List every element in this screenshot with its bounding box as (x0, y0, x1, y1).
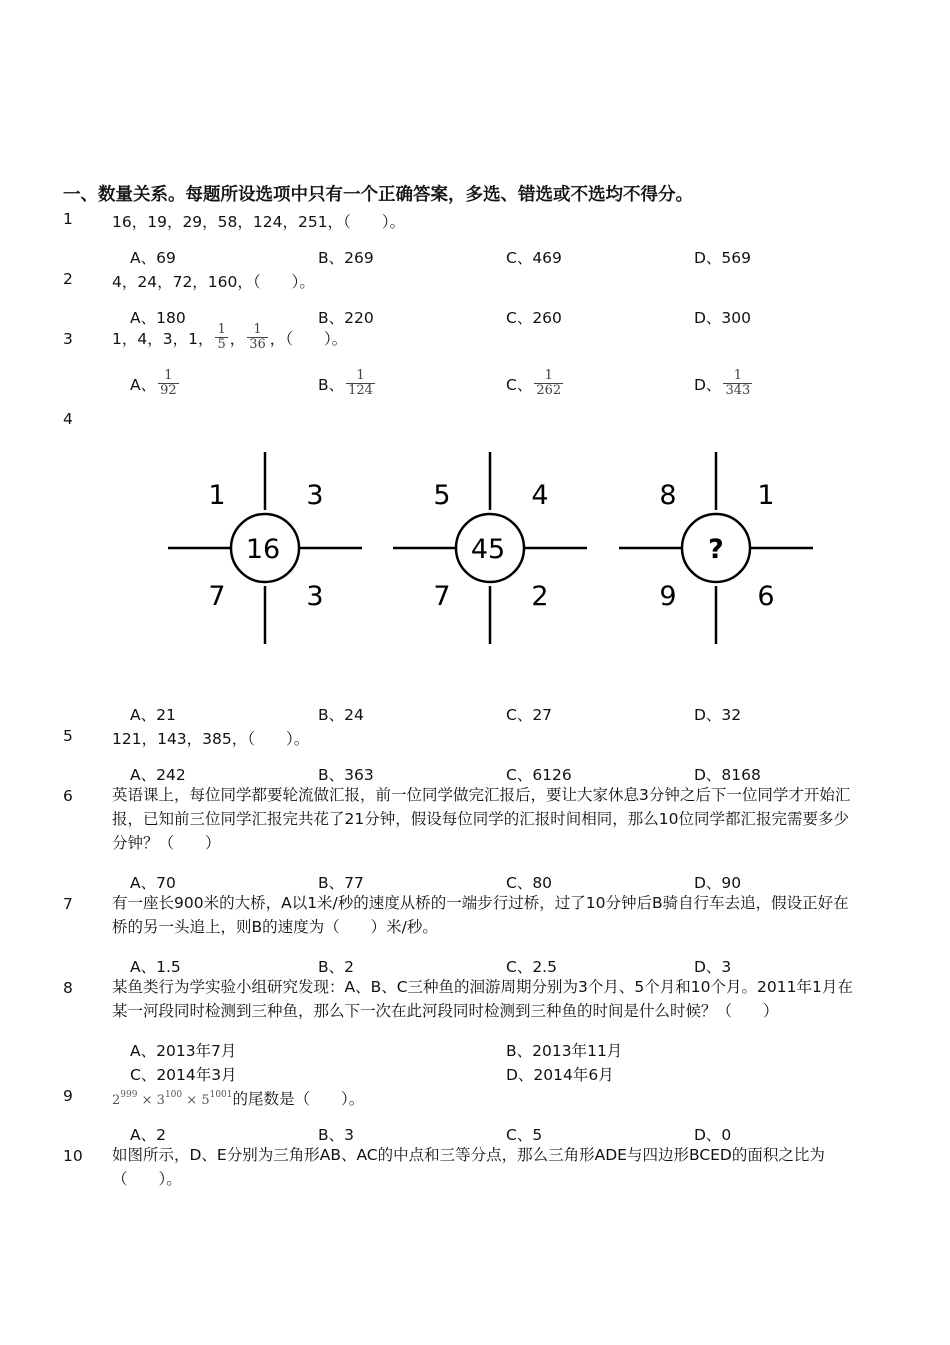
base: 5 (201, 1093, 210, 1108)
fraction (158, 369, 179, 398)
question-text: 如图所示，D、E分别为三角形AB、AC的中点和三等分点，那么三角形ADE与四边形BCED的面积之比为（ ）。 (112, 1146, 825, 1188)
puzzle-figure-1 (168, 452, 362, 644)
question-number: 6 (63, 787, 73, 805)
option-b: B、2 (318, 958, 354, 976)
option-a: A、1.5 (130, 958, 181, 976)
center-number: 16 (245, 534, 281, 565)
option-label: D、 (694, 375, 722, 394)
times-sign: × (141, 1093, 153, 1108)
option-b: B、363 (318, 766, 374, 784)
bottom-left-number: 7 (208, 581, 226, 612)
bottom-right-number: 2 (531, 581, 549, 612)
option-c: C、2014年3月 (130, 1066, 237, 1084)
separator: ， (229, 329, 246, 348)
top-left-number: 5 (433, 480, 451, 511)
top-right-number: 4 (531, 480, 549, 511)
numerator: 1 (356, 368, 365, 383)
numerator: 1 (253, 322, 262, 337)
denominator: 262 (536, 383, 562, 398)
exponent: 1001 (209, 1090, 233, 1100)
option-label: C、 (506, 375, 533, 394)
option-a (130, 369, 181, 398)
option-a: A、180 (130, 309, 186, 327)
fraction (247, 323, 268, 352)
option-b: B、220 (318, 309, 374, 327)
question-text: 4，24，72，160，（ ）。 (112, 273, 315, 291)
option-d: D、32 (694, 706, 742, 724)
denominator: 124 (348, 383, 373, 398)
question-number: 9 (63, 1087, 73, 1105)
option-d: D、300 (694, 309, 752, 327)
question-text: 有一座长900米的大桥，A以1米/秒的速度从桥的一端步行过桥，过了10分钟后B骑自行车去追，假设正好在桥的另一头追上，则B的速度为（ ）米/秒。 (112, 894, 849, 936)
sequence-suffix: ，（ ）。 (269, 329, 348, 348)
numerator: 1 (733, 368, 742, 383)
option-b: B、2013年11月 (506, 1042, 623, 1060)
question-number: 2 (63, 270, 73, 288)
question-number: 4 (63, 410, 73, 428)
option-d: D、2014年6月 (506, 1066, 614, 1084)
question-suffix: 的尾数是（ ）。 (232, 1090, 365, 1108)
option-d: D、0 (694, 1126, 732, 1144)
option-a: A、21 (130, 706, 176, 724)
option-d: D、3 (694, 958, 732, 976)
option-c: C、469 (506, 249, 562, 267)
denominator: 92 (160, 383, 177, 398)
denominator: 36 (249, 337, 266, 352)
center-number: 45 (470, 534, 506, 565)
option-b: B、269 (318, 249, 374, 267)
option-a: A、69 (130, 249, 176, 267)
option-label: B、 (318, 375, 345, 394)
top-right-number: 1 (757, 480, 775, 511)
option-a: A、2013年7月 (130, 1042, 237, 1060)
numerator: 1 (217, 322, 226, 337)
option-a: A、70 (130, 874, 176, 892)
option-b: B、24 (318, 706, 364, 724)
question-number: 3 (63, 330, 73, 348)
numerator: 1 (544, 368, 553, 383)
option-c: C、2.5 (506, 958, 557, 976)
puzzle-figure-2 (393, 452, 587, 644)
top-right-number: 3 (306, 480, 324, 511)
option-b: B、77 (318, 874, 364, 892)
option-b (318, 369, 377, 398)
fraction (534, 369, 563, 398)
numerator: 1 (164, 368, 173, 383)
question-number: 1 (63, 210, 73, 228)
times-sign: × (186, 1093, 198, 1108)
option-b: B、3 (318, 1126, 354, 1144)
question-text (112, 323, 347, 352)
base: 3 (156, 1093, 165, 1108)
option-a: A、2 (130, 1126, 166, 1144)
bottom-left-number: 7 (433, 581, 451, 612)
option-d: D、90 (694, 874, 742, 892)
power-expression (112, 1090, 233, 1108)
option-label: A、 (130, 375, 157, 394)
denominator: 343 (725, 383, 751, 398)
fraction (723, 369, 752, 398)
question-number: 10 (63, 1147, 83, 1165)
option-c: C、6126 (506, 766, 572, 784)
option-d (694, 369, 754, 398)
question-number: 7 (63, 895, 73, 913)
denominator: 5 (217, 337, 226, 352)
option-c (506, 369, 565, 398)
question-number: 8 (63, 979, 73, 997)
question-text (112, 1087, 364, 1109)
top-left-number: 8 (659, 480, 677, 511)
fraction (346, 369, 375, 398)
base: 2 (112, 1093, 121, 1108)
question-text: 某鱼类行为学实验小组研究发现：A、B、C三种鱼的洄游周期分别为3个月、5个月和10个月。2011年1月在某一河段同时检测到三种鱼，那么下一次在此河段同时检测到三种鱼的时间是什么时候？（ ） (112, 978, 853, 1020)
top-left-number: 1 (208, 480, 226, 511)
center-question-mark: ? (708, 534, 724, 565)
option-d: D、8168 (694, 766, 761, 784)
question-text: 英语课上，每位同学都要轮流做汇报，前一位同学做完汇报后，要让大家休息3分钟之后下一位同学才开始汇报，已知前三位同学汇报完共花了21分钟，假设每位同学的汇报时间相同，那么10位同学都汇报完需要多少分钟？（ ） (112, 786, 851, 852)
puzzle-figure-3 (619, 452, 813, 644)
number-puzzle-figure (150, 440, 830, 660)
exponent: 100 (164, 1090, 183, 1100)
fraction (215, 323, 227, 352)
bottom-left-number: 9 (659, 581, 677, 612)
option-c: C、27 (506, 706, 553, 724)
question-number: 5 (63, 727, 73, 745)
option-c: C、80 (506, 874, 553, 892)
option-a: A、242 (130, 766, 186, 784)
exponent: 999 (120, 1090, 138, 1100)
bottom-right-number: 3 (306, 581, 324, 612)
option-c: C、260 (506, 309, 562, 327)
sequence-prefix: 1，4，3，1， (112, 329, 214, 348)
section-title: 一、数量关系。每题所设选项中只有一个正确答案，多选、错选或不选均不得分。 (63, 185, 693, 205)
question-text: 121，143，385，（ ）。 (112, 730, 310, 748)
option-d: D、569 (694, 249, 752, 267)
bottom-right-number: 6 (757, 581, 775, 612)
question-text: 16，19，29，58，124，251，（ ）。 (112, 213, 406, 231)
option-c: C、5 (506, 1126, 543, 1144)
